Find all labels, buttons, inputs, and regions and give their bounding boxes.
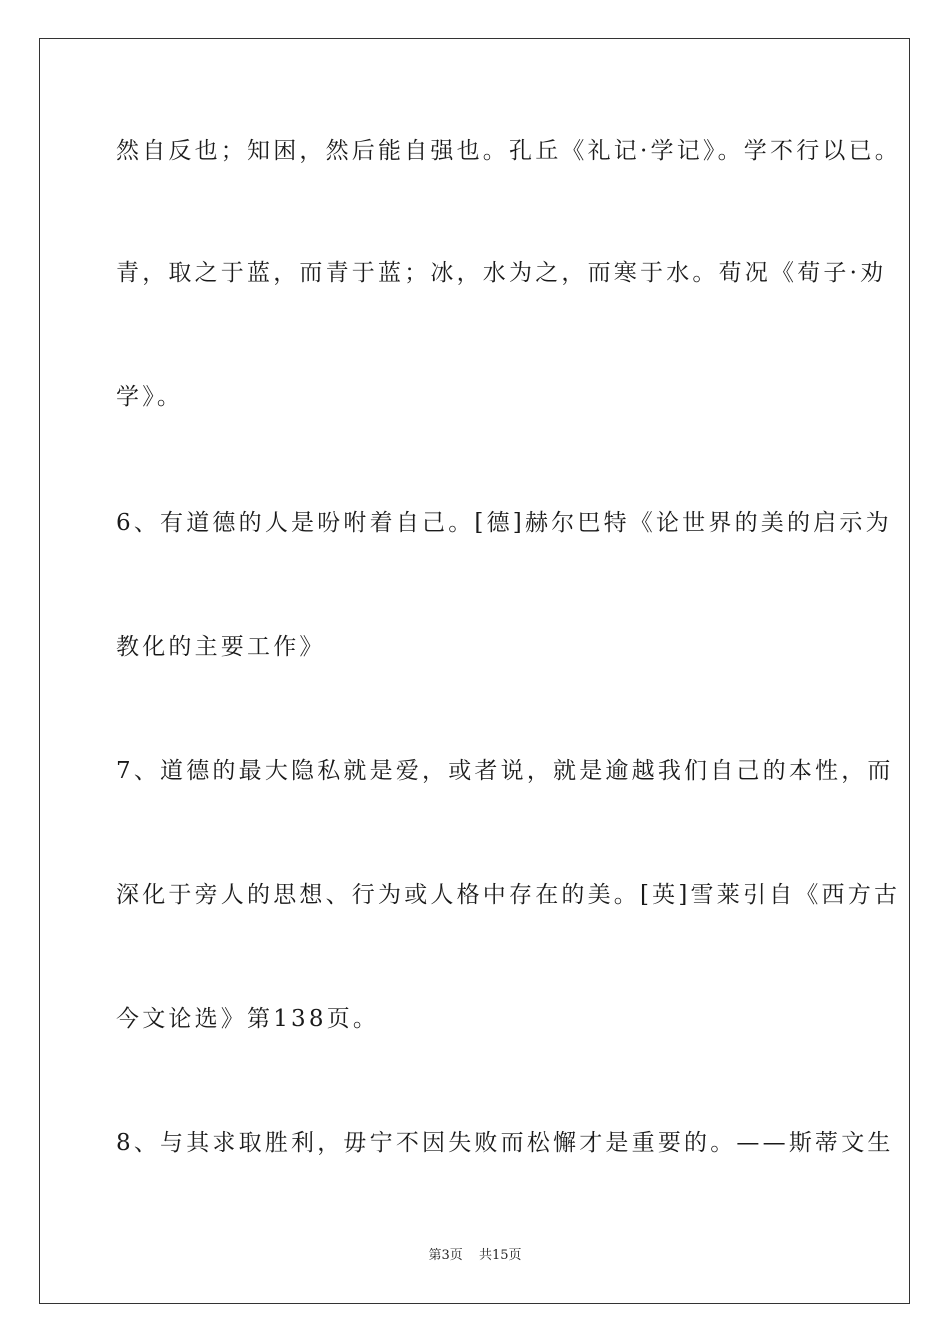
page-number: 第3页 [428, 1248, 463, 1263]
total-pages: 共15页 [478, 1248, 522, 1263]
page-border [39, 38, 910, 1304]
text-line-3: 学》。 [116, 384, 184, 410]
text-line-2: 青，取之于蓝，而青于蓝；冰，水为之，而寒于水。荀况《荀子·劝 [116, 260, 887, 286]
page-footer [0, 1247, 950, 1265]
text-line-5: 教化的主要工作》 [116, 634, 326, 660]
text-line-7: 深化于旁人的思想、行为或人格中存在的美。[英]雪莱引自《西方古 [116, 882, 901, 908]
text-line-4: 6、有道德的人是吩咐着自己。[德]赫尔巴特《论世界的美的启示为 [116, 510, 892, 536]
text-line-1: 然自反也；知困，然后能自强也。孔丘《礼记·学记》。学不行以已。 [116, 138, 902, 164]
text-line-8: 今文论选》第138页。 [116, 1006, 380, 1032]
text-line-6: 7、道德的最大隐私就是爱，或者说，就是逾越我们自己的本性，而 [116, 758, 894, 784]
text-line-9: 8、与其求取胜利，毋宁不因失败而松懈才是重要的。——斯蒂文生 [116, 1130, 894, 1156]
